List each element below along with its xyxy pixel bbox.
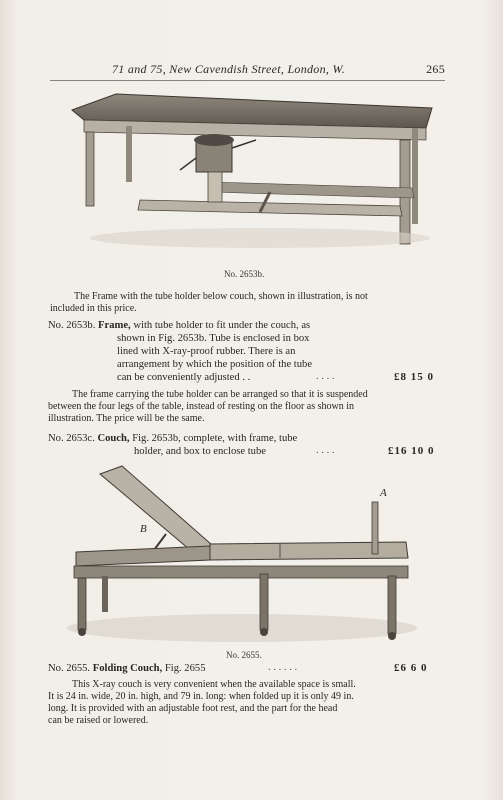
item-2653b bbox=[48, 319, 388, 384]
item-desc-line: lined with X-ray-proof rubber. There is an bbox=[117, 346, 296, 357]
page-header bbox=[60, 62, 455, 78]
page-number: 265 bbox=[426, 62, 445, 76]
item-name: Frame, bbox=[98, 320, 131, 331]
item-2655 bbox=[48, 662, 378, 675]
header-rule bbox=[50, 80, 445, 81]
desc-line: This X-ray couch is very convenient when the available space is small. bbox=[72, 679, 356, 690]
item-price: £16 10 0 bbox=[388, 445, 435, 457]
intro-note-line2: included in this price. bbox=[50, 303, 137, 314]
item-ref: Fig. 2655 bbox=[164, 663, 206, 674]
item-number: No. 2653b. bbox=[48, 320, 96, 331]
item-desc-line: arrangement by which the position of the tube bbox=[117, 359, 313, 370]
leader-dots: . . . . bbox=[316, 371, 335, 382]
frame-note-line3: illustration. The price will be the same. bbox=[48, 413, 205, 424]
item-name: Couch, bbox=[97, 433, 130, 444]
desc-line: long. It is provided with an adjustable foot rest, and the part for the head bbox=[48, 703, 338, 714]
item-name: Folding Couch, bbox=[92, 663, 163, 674]
item-desc-line: with tube holder to fit under the couch, as bbox=[133, 320, 311, 331]
leader-dots: . . . . bbox=[316, 445, 335, 456]
intro-note-line1: The Frame with the tube holder below couch, shown in illustration, is not bbox=[74, 291, 368, 302]
item-desc-line: Fig. 2653b, complete, with frame, tube bbox=[132, 433, 298, 444]
figure1-caption: No. 2653b. bbox=[224, 269, 265, 279]
desc-line: can be raised or lowered. bbox=[48, 715, 149, 726]
frame-note bbox=[48, 389, 458, 425]
item-2653c bbox=[48, 432, 388, 458]
intro-note bbox=[50, 291, 450, 315]
running-title: 71 and 75, New Cavendish Street, London, W. bbox=[112, 62, 346, 76]
item-desc-line: shown in Fig. 2653b. Tube is enclosed in box bbox=[117, 333, 310, 344]
leader-dots: . . . . . . bbox=[268, 662, 298, 673]
item-number: No. 2653c. bbox=[48, 433, 95, 444]
frame-note-line2: between the four legs of the table, instead of resting on the floor as shown in bbox=[48, 401, 355, 412]
figure-folding-couch bbox=[62, 462, 427, 647]
label-a: A bbox=[380, 487, 387, 499]
item-number: No. 2655. bbox=[48, 663, 91, 674]
figure-x-ray-table bbox=[60, 88, 440, 258]
item-price: £8 15 0 bbox=[394, 371, 434, 383]
figure2-caption: No. 2655. bbox=[226, 650, 262, 660]
frame-note-line1: The frame carrying the tube holder can be arranged so that it is suspended bbox=[72, 389, 368, 400]
item-desc-line: can be conveniently adjusted . . bbox=[117, 372, 251, 383]
desc-line: It is 24 in. wide, 20 in. high, and 79 in. long: when folded up it is only 49 in. bbox=[48, 691, 354, 702]
folding-couch-description bbox=[48, 679, 458, 727]
item-price: £6 6 0 bbox=[394, 662, 428, 674]
label-b: B bbox=[140, 523, 147, 535]
item-desc-line: holder, and box to enclose tube bbox=[134, 446, 266, 457]
